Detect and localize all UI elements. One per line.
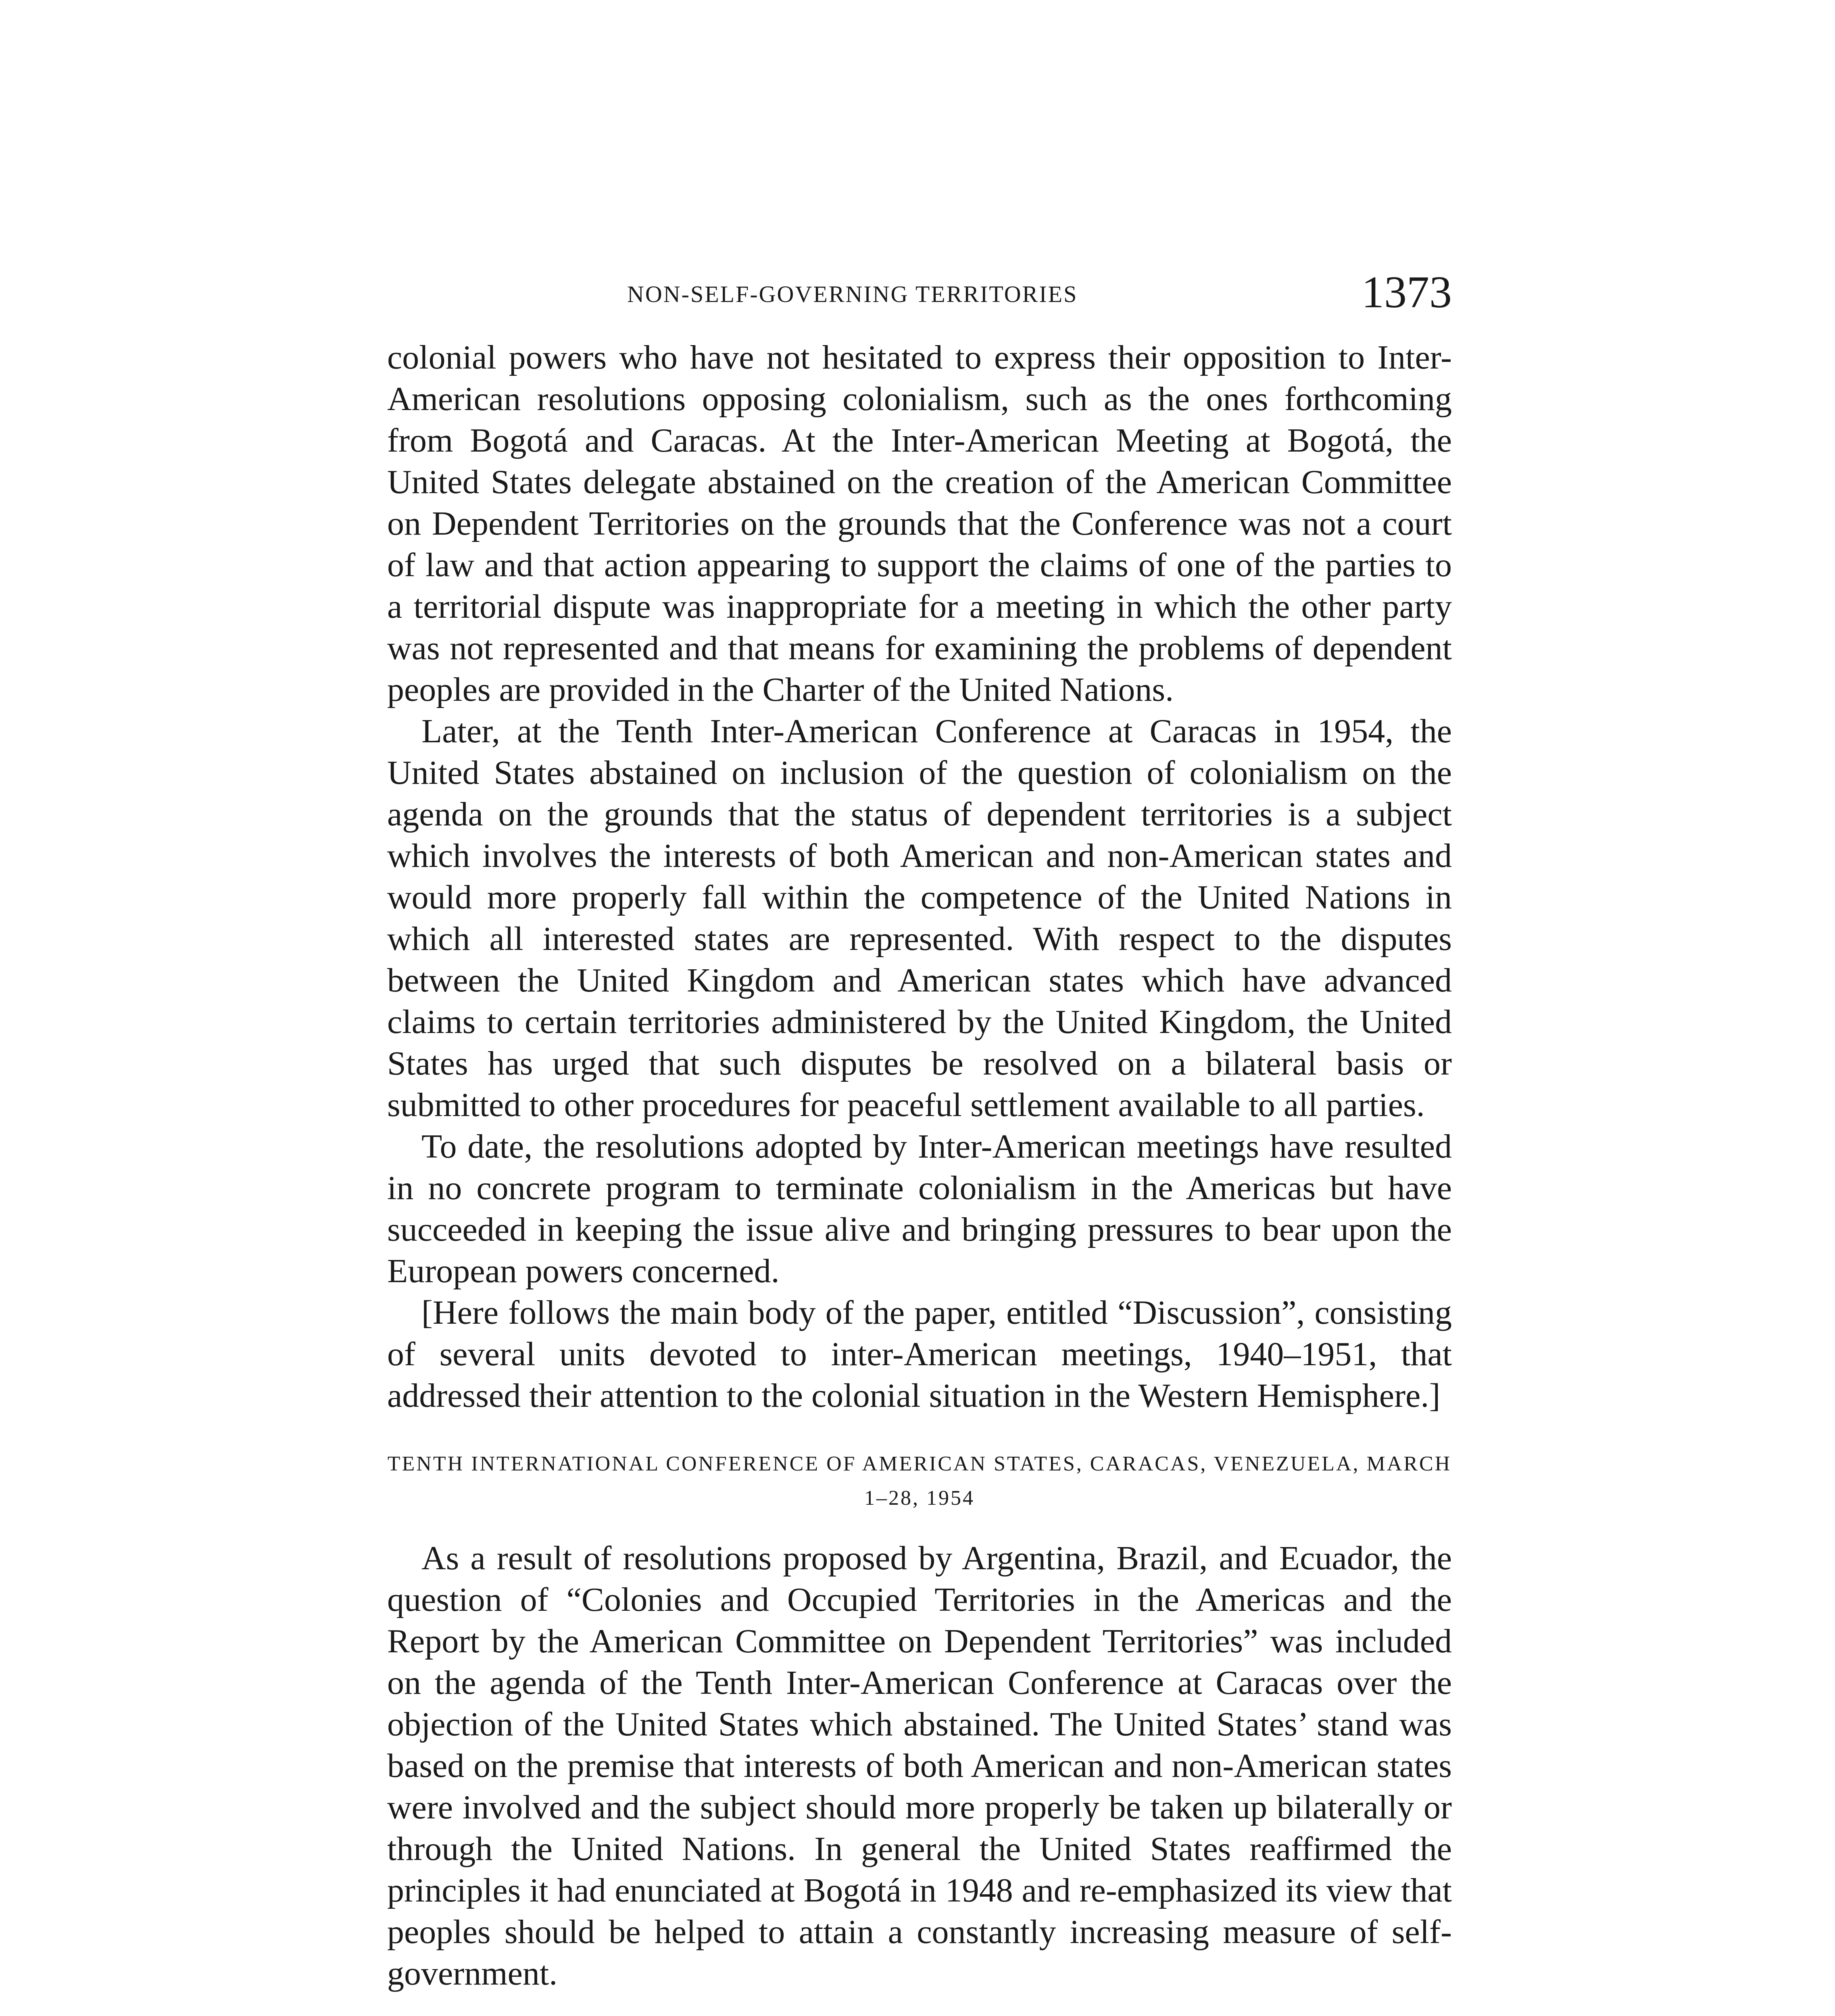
paragraph-caracas-abstention: Later, at the Tenth Inter-American Conference at Caracas in 1954, the United States abstained on inclusion of the question of colonialism on the agenda on the grounds that the status of dependent territories is a subject which involves the interests of both American and non-American states and would more properly fall within the competence of the United Nations in which all interested states are represented. With respect to the disputes between the United Kingdom and American states which have advanced claims to certain territories administered by the United Kingdom, the United States has urged that such disputes be resolved on a bilateral basis or submitted to other procedures for peaceful settlement available to all parties. — [387, 712, 1452, 1124]
running-title: NON-SELF-GOVERNING TERRITORIES — [627, 281, 1078, 307]
page-number: 1373 — [1362, 267, 1452, 317]
paragraph-results: To date, the resolutions adopted by Inter-American meetings have resulted in no concrete program to terminate colonialism in the Americas but have succeeded in keeping the issue alive and bringing pressures to bear upon the European powers concerned. — [387, 1128, 1452, 1290]
paragraph-continuation: colonial powers who have not hesitated to express their opposition to Inter-American resolutions opposing colonialism, such as the ones forthcoming from Bogotá and Caracas. At the Inter-American Meeting at Bogotá, the United States delegate abstained on the creation of the American Committee on Dependent Territories on the grounds that the Conference was not a court of law and that action appearing to support the claims of one of the parties to a territorial dispute was inappropriate for a meeting in which the other party was not represented and that means for examining the problems of dependent peoples are provided in the Charter of the United Nations. — [387, 339, 1452, 708]
section-heading: TENTH INTERNATIONAL CONFERENCE OF AMERICAN STATES, CARACAS, VENEZUELA, MARCH 1–28, 1954 — [387, 1452, 1452, 1510]
paragraph-conference-summary: As a result of resolutions proposed by Argentina, Brazil, and Ecuador, the question of “Colonies and Occupied Territories in the Americas and the Report by the American Committee on Dependent Territories” was included on the agenda of the Tenth Inter-American Conference at Caracas over the objection of the United States which abstained. The United States’ stand was based on the premise that interests of both American and non-American states were involved and the subject should more properly be taken up bilaterally or through the United Nations. In general the United States reaffirmed the principles it had enunciated at Bogotá in 1948 and re-emphasized its view that peoples should be helped to attain a constantly increasing measure of self-government. — [387, 1539, 1452, 1992]
body-text — [387, 337, 1452, 1994]
paragraph-editorial-note: [Here follows the main body of the paper, entitled “Discussion”, consisting of several units devoted to inter-American meetings, 1940–1951, that addressed their attention to the colonial situation in the Western Hemisphere.] — [387, 1294, 1452, 1414]
page-header — [387, 266, 1452, 323]
